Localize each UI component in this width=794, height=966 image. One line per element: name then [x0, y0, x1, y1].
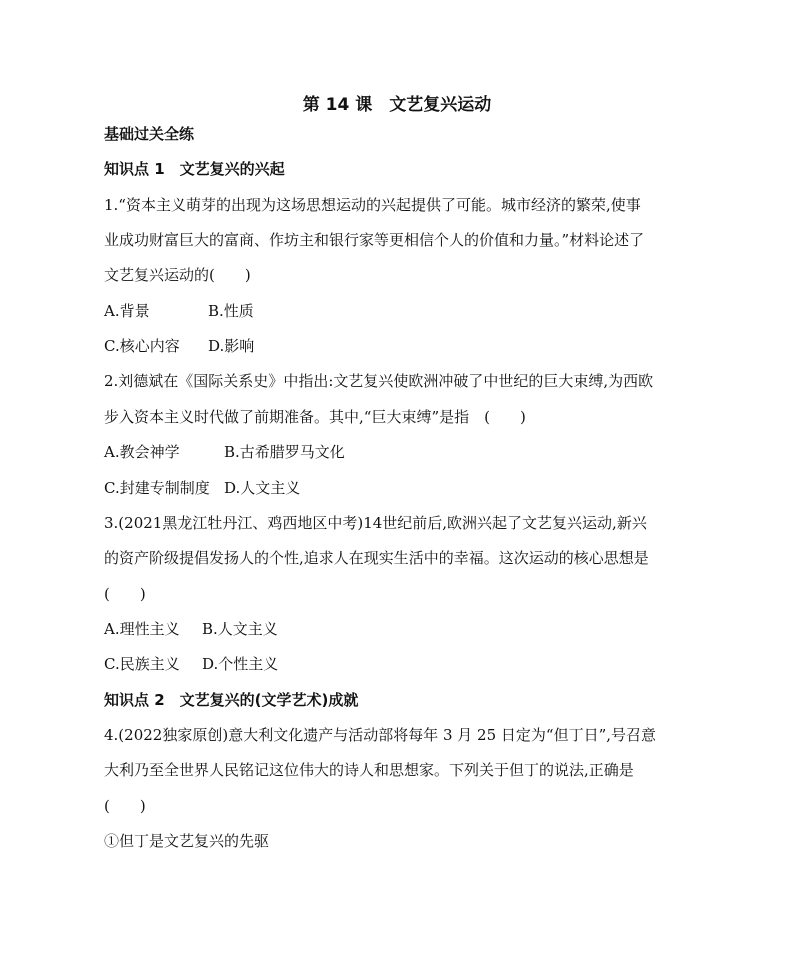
option-d: D.个性主义 [202, 655, 279, 673]
question-1-line: 1.“资本主义萌芽的出现为这场思想运动的兴起提供了可能。城市经济的繁荣,使事 [104, 196, 641, 214]
question-2-options-row [104, 478, 734, 498]
knowledge-point-1-heading: 知识点 1 文艺复兴的兴起 [104, 160, 285, 178]
option-b: B.人文主义 [202, 620, 278, 638]
question-2-line: 2.刘德斌在《国际关系史》中指出:文艺复兴使欧洲冲破了中世纪的巨大束缚,为西欧 [104, 372, 654, 390]
section-heading: 基础过关全练 [104, 125, 195, 143]
option-d: D.人文主义 [224, 479, 301, 497]
question-1-options-row [104, 336, 734, 356]
question-4-line: 大利乃至全世界人民铭记这位伟大的诗人和思想家。下列关于但丁的说法,正确是 [104, 761, 634, 779]
question-4-line: 4.(2022独家原创)意大利文化遗产与活动部将每年 3 月 25 日定为“但丁日”,号召意 [104, 726, 656, 744]
option-c: C.封建专制制度 [104, 479, 210, 497]
option-d: D.影响 [208, 337, 255, 355]
question-1-line: 业成功财富巨大的富商、作坊主和银行家等更相信个人的价值和力量。”材料论述了 [104, 231, 645, 249]
question-1-options-row [104, 301, 734, 321]
question-1-line: 文艺复兴运动的( ) [104, 266, 251, 284]
option-c: C.核心内容 [104, 337, 180, 355]
lesson-title: 第 14 课 文艺复兴运动 [302, 95, 492, 115]
question-4-line: ( ) [104, 797, 146, 815]
question-3-options-row [104, 654, 734, 674]
knowledge-point-2-heading: 知识点 2 文艺复兴的(文学艺术)成就 [104, 691, 359, 709]
option-b: B.性质 [208, 302, 254, 320]
question-3-line: 3.(2021黑龙江牡丹江、鸡西地区中考)14世纪前后,欧洲兴起了文艺复兴运动,新兴 [104, 514, 647, 532]
question-2-line: 步入资本主义时代做了前期准备。其中,“巨大束缚”是指 ( ) [104, 408, 526, 426]
option-a: A.教会神学 [104, 443, 180, 461]
question-3-line: ( ) [104, 585, 146, 603]
option-a: A.理性主义 [104, 620, 180, 638]
question-4-item: ①但丁是文艺复兴的先驱 [104, 832, 270, 850]
option-c: C.民族主义 [104, 655, 180, 673]
question-2-options-row [104, 442, 734, 462]
question-3-options-row [104, 619, 734, 639]
option-b: B.古希腊罗马文化 [224, 443, 345, 461]
option-a: A.背景 [104, 302, 150, 320]
question-3-line: 的资产阶级提倡发扬人的个性,追求人在现实生活中的幸福。这次运动的核心思想是 [104, 549, 649, 567]
